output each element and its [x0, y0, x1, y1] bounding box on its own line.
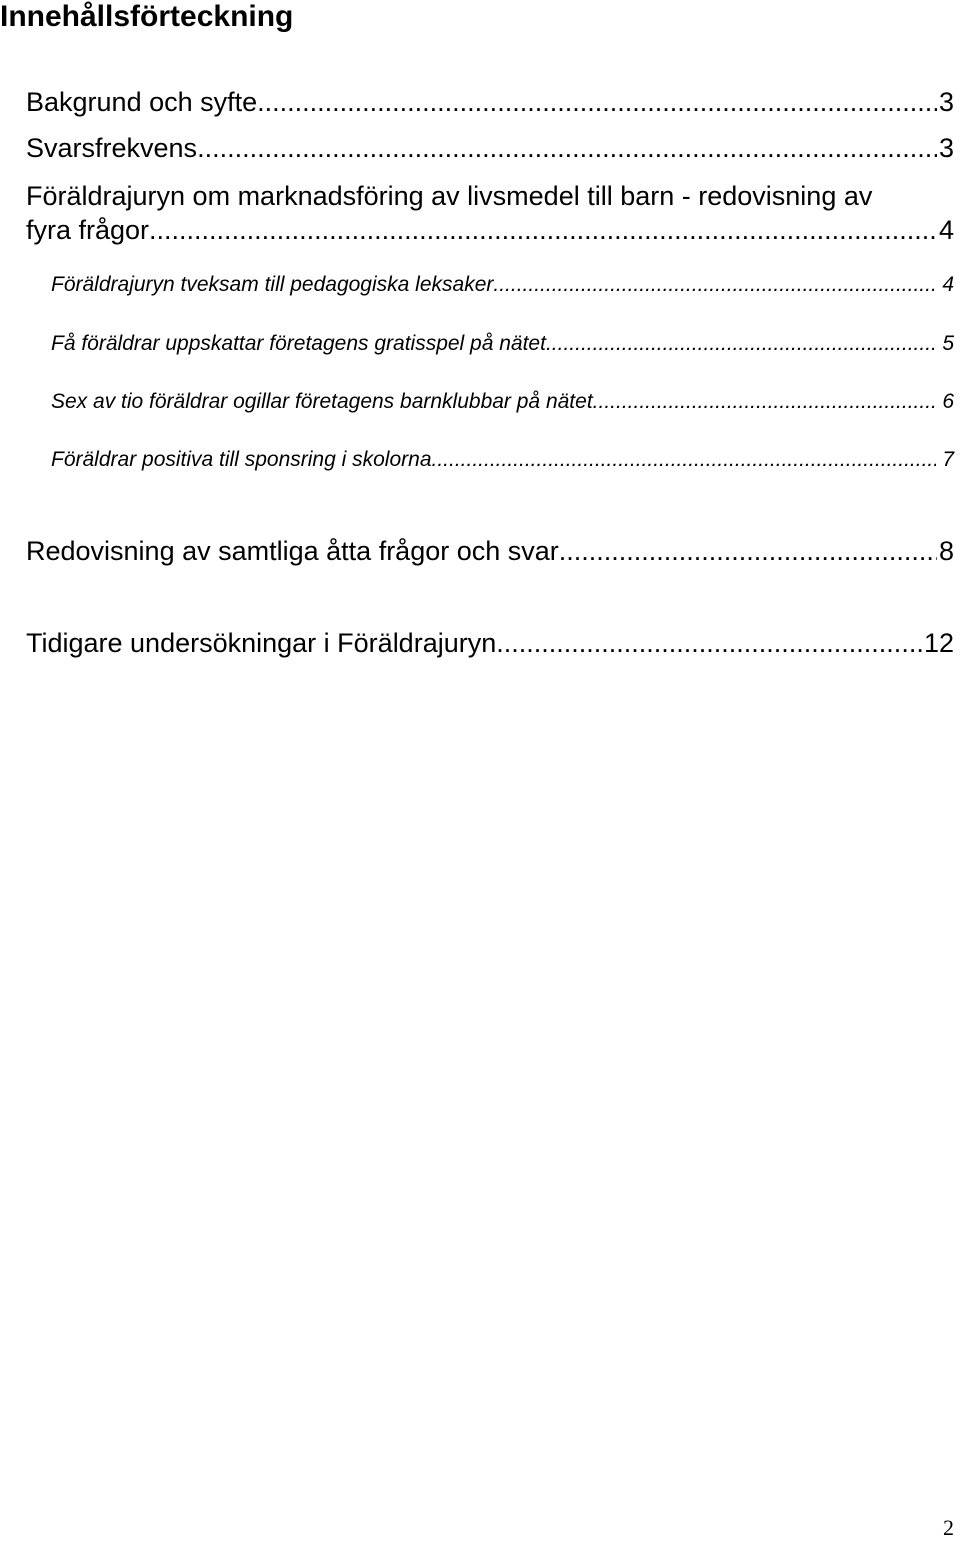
toc-leader-dots: [197, 132, 937, 164]
toc-entry-page: 5: [942, 332, 954, 355]
toc-entry-tidigare[interactable]: [26, 627, 954, 659]
toc-entry-svarsfrekvens[interactable]: [26, 132, 954, 164]
toc-entry-page: 8: [938, 536, 954, 566]
toc-entry-page: 3: [938, 133, 954, 163]
toc-entry-label: Tidigare undersökningar i Föräldrajuryn: [26, 628, 497, 658]
toc-entry-label: Föräldrajuryn tveksam till pedagogiska leksaker: [51, 273, 494, 296]
toc-entry-label: Redovisning av samtliga åtta frågor och svar: [26, 536, 559, 566]
toc-leader-dots: [149, 214, 937, 246]
toc-subentry-barnklubbar[interactable]: [51, 389, 954, 415]
toc-entry-label: Sex av tio föräldrar ogillar företagens barnklubbar på nätet: [51, 390, 593, 413]
toc-subentry-gratisspel[interactable]: [51, 331, 954, 357]
toc-title: Innehållsförteckning: [0, 0, 294, 33]
toc-entry-label-line1[interactable]: Föräldrajuryn om marknadsföring av livsmedel till barn - redovisning av: [26, 181, 873, 211]
toc-subentry-pedagogiska-leksaker[interactable]: [51, 272, 954, 298]
toc-leader-dots: [257, 86, 937, 118]
toc-entry-label: Få föräldrar uppskattar företagens gratisspel på nätet: [51, 332, 546, 355]
page-number: 2: [943, 1515, 954, 1540]
toc-entry-foraldrajuryn-livsmedel[interactable]: [26, 214, 954, 246]
toc-entry-page: 4: [942, 273, 954, 296]
toc-entry-page: 7: [942, 448, 954, 471]
toc-entry-bakgrund[interactable]: [26, 86, 954, 118]
toc-entry-page: 4: [938, 215, 954, 245]
toc-entry-label: Bakgrund och syfte: [26, 87, 258, 117]
toc-leader-dots: [493, 272, 936, 298]
toc-entry-page: 12: [923, 628, 954, 658]
toc-entry-label: Svarsfrekvens: [26, 133, 198, 163]
toc-leader-dots: [496, 627, 922, 659]
toc-entry-page: 3: [938, 87, 954, 117]
toc-entry-page: 6: [942, 390, 954, 413]
toc-leader-dots: [546, 331, 936, 357]
toc-entry-redovisning[interactable]: [26, 535, 954, 567]
toc-entry-label-line2: fyra frågor: [26, 215, 150, 245]
toc-leader-dots: [593, 389, 937, 415]
toc-entry-label: Föräldrar positiva till sponsring i skolorna: [51, 448, 432, 471]
toc-leader-dots: [559, 535, 937, 567]
toc-leader-dots: [432, 447, 937, 473]
toc-subentry-sponsring[interactable]: [51, 447, 954, 473]
